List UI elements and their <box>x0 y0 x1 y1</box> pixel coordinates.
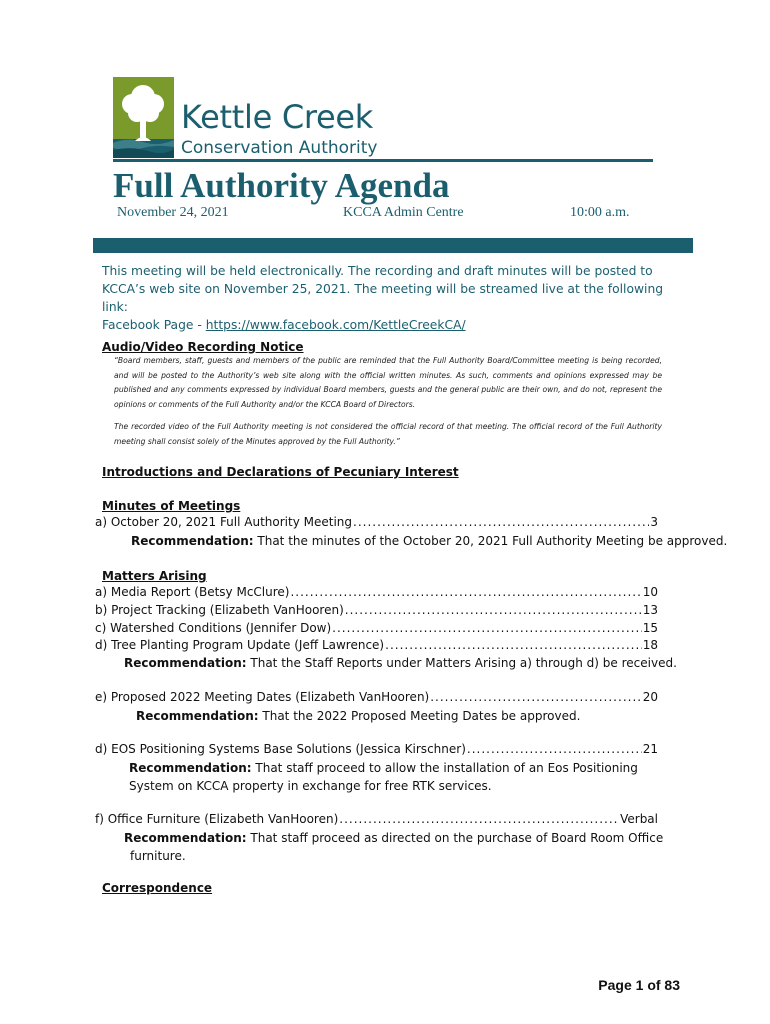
agenda-item-minutes-a <box>95 515 658 529</box>
agenda-item-eos <box>95 742 658 756</box>
item-page: Verbal <box>620 812 658 826</box>
recommendation-label: Recommendation: <box>124 656 247 670</box>
section-introductions: Introductions and Declarations of Pecuniary Interest <box>102 465 459 479</box>
page-number: Page 1 of 83 <box>598 977 680 993</box>
recommendation-eos <box>129 759 638 795</box>
intro-text: This meeting will be held electronically. The recording and draft minutes will be posted to KCCA’s web site on November 25, 2021. The meeting will be streamed live at the following link: <box>102 264 664 314</box>
dot-leader <box>430 690 641 704</box>
recommendation-text: That the 2022 Proposed Meeting Dates be approved. <box>262 709 581 723</box>
dot-leader <box>345 603 642 617</box>
document-title: Full Authority Agenda <box>113 166 450 205</box>
recommendation-text: That the minutes of the October 20, 2021 Full Authority Meeting be approved. <box>257 534 728 548</box>
item-page: 15 <box>642 621 658 635</box>
recommendation-text-cont: furniture. <box>130 849 186 863</box>
dot-leader <box>332 621 642 635</box>
agenda-item-matters-d <box>95 638 658 652</box>
recommendation-label: Recommendation: <box>124 831 247 845</box>
meeting-date: November 24, 2021 <box>117 205 229 220</box>
dot-leader <box>339 812 619 826</box>
org-subname: Conservation Authority <box>181 138 378 158</box>
recommendation-text: That staff proceed to allow the installation of an Eos Positioning <box>255 761 638 775</box>
item-page: 18 <box>642 638 658 652</box>
header-rule <box>113 159 653 162</box>
recommendation-text-cont: System on KCCA property in exchange for free RTK services. <box>129 779 492 793</box>
item-label: a) Media Report (Betsy McClure) <box>95 585 290 599</box>
recommendation-label: Recommendation: <box>131 534 254 548</box>
dot-leader <box>290 585 641 599</box>
facebook-link[interactable]: https://www.facebook.com/KettleCreekCA/ <box>205 318 466 332</box>
meeting-location: KCCA Admin Centre <box>343 205 464 220</box>
item-label: d) EOS Positioning Systems Base Solutions (Jessica Kirschner) <box>95 742 466 756</box>
agenda-item-furniture <box>95 812 658 826</box>
agenda-item-matters-a <box>95 585 658 599</box>
recommendation-text: That the Staff Reports under Matters Arising a) through d) be received. <box>250 656 677 670</box>
recommendation-text: That staff proceed as directed on the purchase of Board Room Office <box>250 831 664 845</box>
tree-logo-icon <box>113 77 174 158</box>
agenda-item-matters-b <box>95 603 658 617</box>
agenda-item-matters-c <box>95 621 658 635</box>
org-name: Kettle Creek <box>181 98 374 136</box>
section-matters-arising: Matters Arising <box>102 569 207 583</box>
recommendation-matters <box>124 654 677 672</box>
notice-heading: Audio/Video Recording Notice <box>102 340 304 354</box>
item-label: f) Office Furniture (Elizabeth VanHooren) <box>95 812 339 826</box>
item-label: a) October 20, 2021 Full Authority Meeting <box>95 515 353 529</box>
item-page: 13 <box>642 603 658 617</box>
dot-leader <box>385 638 642 652</box>
item-label: b) Project Tracking (Elizabeth VanHooren) <box>95 603 344 617</box>
notice-paragraph-1: “Board members, staff, guests and members of the public are reminded that the Full Authority Board/Committee meeting is being recorded, and will be posted to the Authority’s web site along with the official written minutes. As such, comments and opinions expressed may be published and any comments expressed by individual Board members, guests and the general public are their own, and do not, represent the opinions or comments of the Full Authority and/or the KCCA Board of Directors. <box>114 356 662 409</box>
section-minutes: Minutes of Meetings <box>102 499 241 513</box>
recommendation-furniture <box>124 829 663 865</box>
facebook-label: Facebook Page - <box>102 318 206 332</box>
recommendation-label: Recommendation: <box>136 709 259 723</box>
meeting-time: 10:00 a.m. <box>570 205 630 220</box>
section-correspondence: Correspondence <box>102 881 213 895</box>
agenda-item-meeting-dates <box>95 690 658 704</box>
item-label: c) Watershed Conditions (Jennifer Dow) <box>95 621 332 635</box>
intro-paragraph <box>102 262 692 334</box>
item-label: d) Tree Planting Program Update (Jeff Lawrence) <box>95 638 385 652</box>
item-page: 3 <box>650 515 658 529</box>
item-page: 20 <box>642 690 658 704</box>
recommendation-label: Recommendation: <box>129 761 252 775</box>
notice-paragraph-2: The recorded video of the Full Authority meeting is not considered the official record of that meeting. The official record of the Full Authority meeting shall consist solely of the Minutes approved by the Full Authority.” <box>114 422 662 446</box>
kcca-logo-mark <box>113 77 174 158</box>
recommendation-meeting-dates <box>136 707 580 725</box>
item-label: e) Proposed 2022 Meeting Dates (Elizabeth VanHooren) <box>95 690 430 704</box>
dot-leader <box>353 515 649 529</box>
item-page: 21 <box>642 742 658 756</box>
divider-bar <box>93 238 693 253</box>
recommendation-minutes <box>131 532 727 550</box>
item-page: 10 <box>642 585 658 599</box>
dot-leader <box>467 742 642 756</box>
